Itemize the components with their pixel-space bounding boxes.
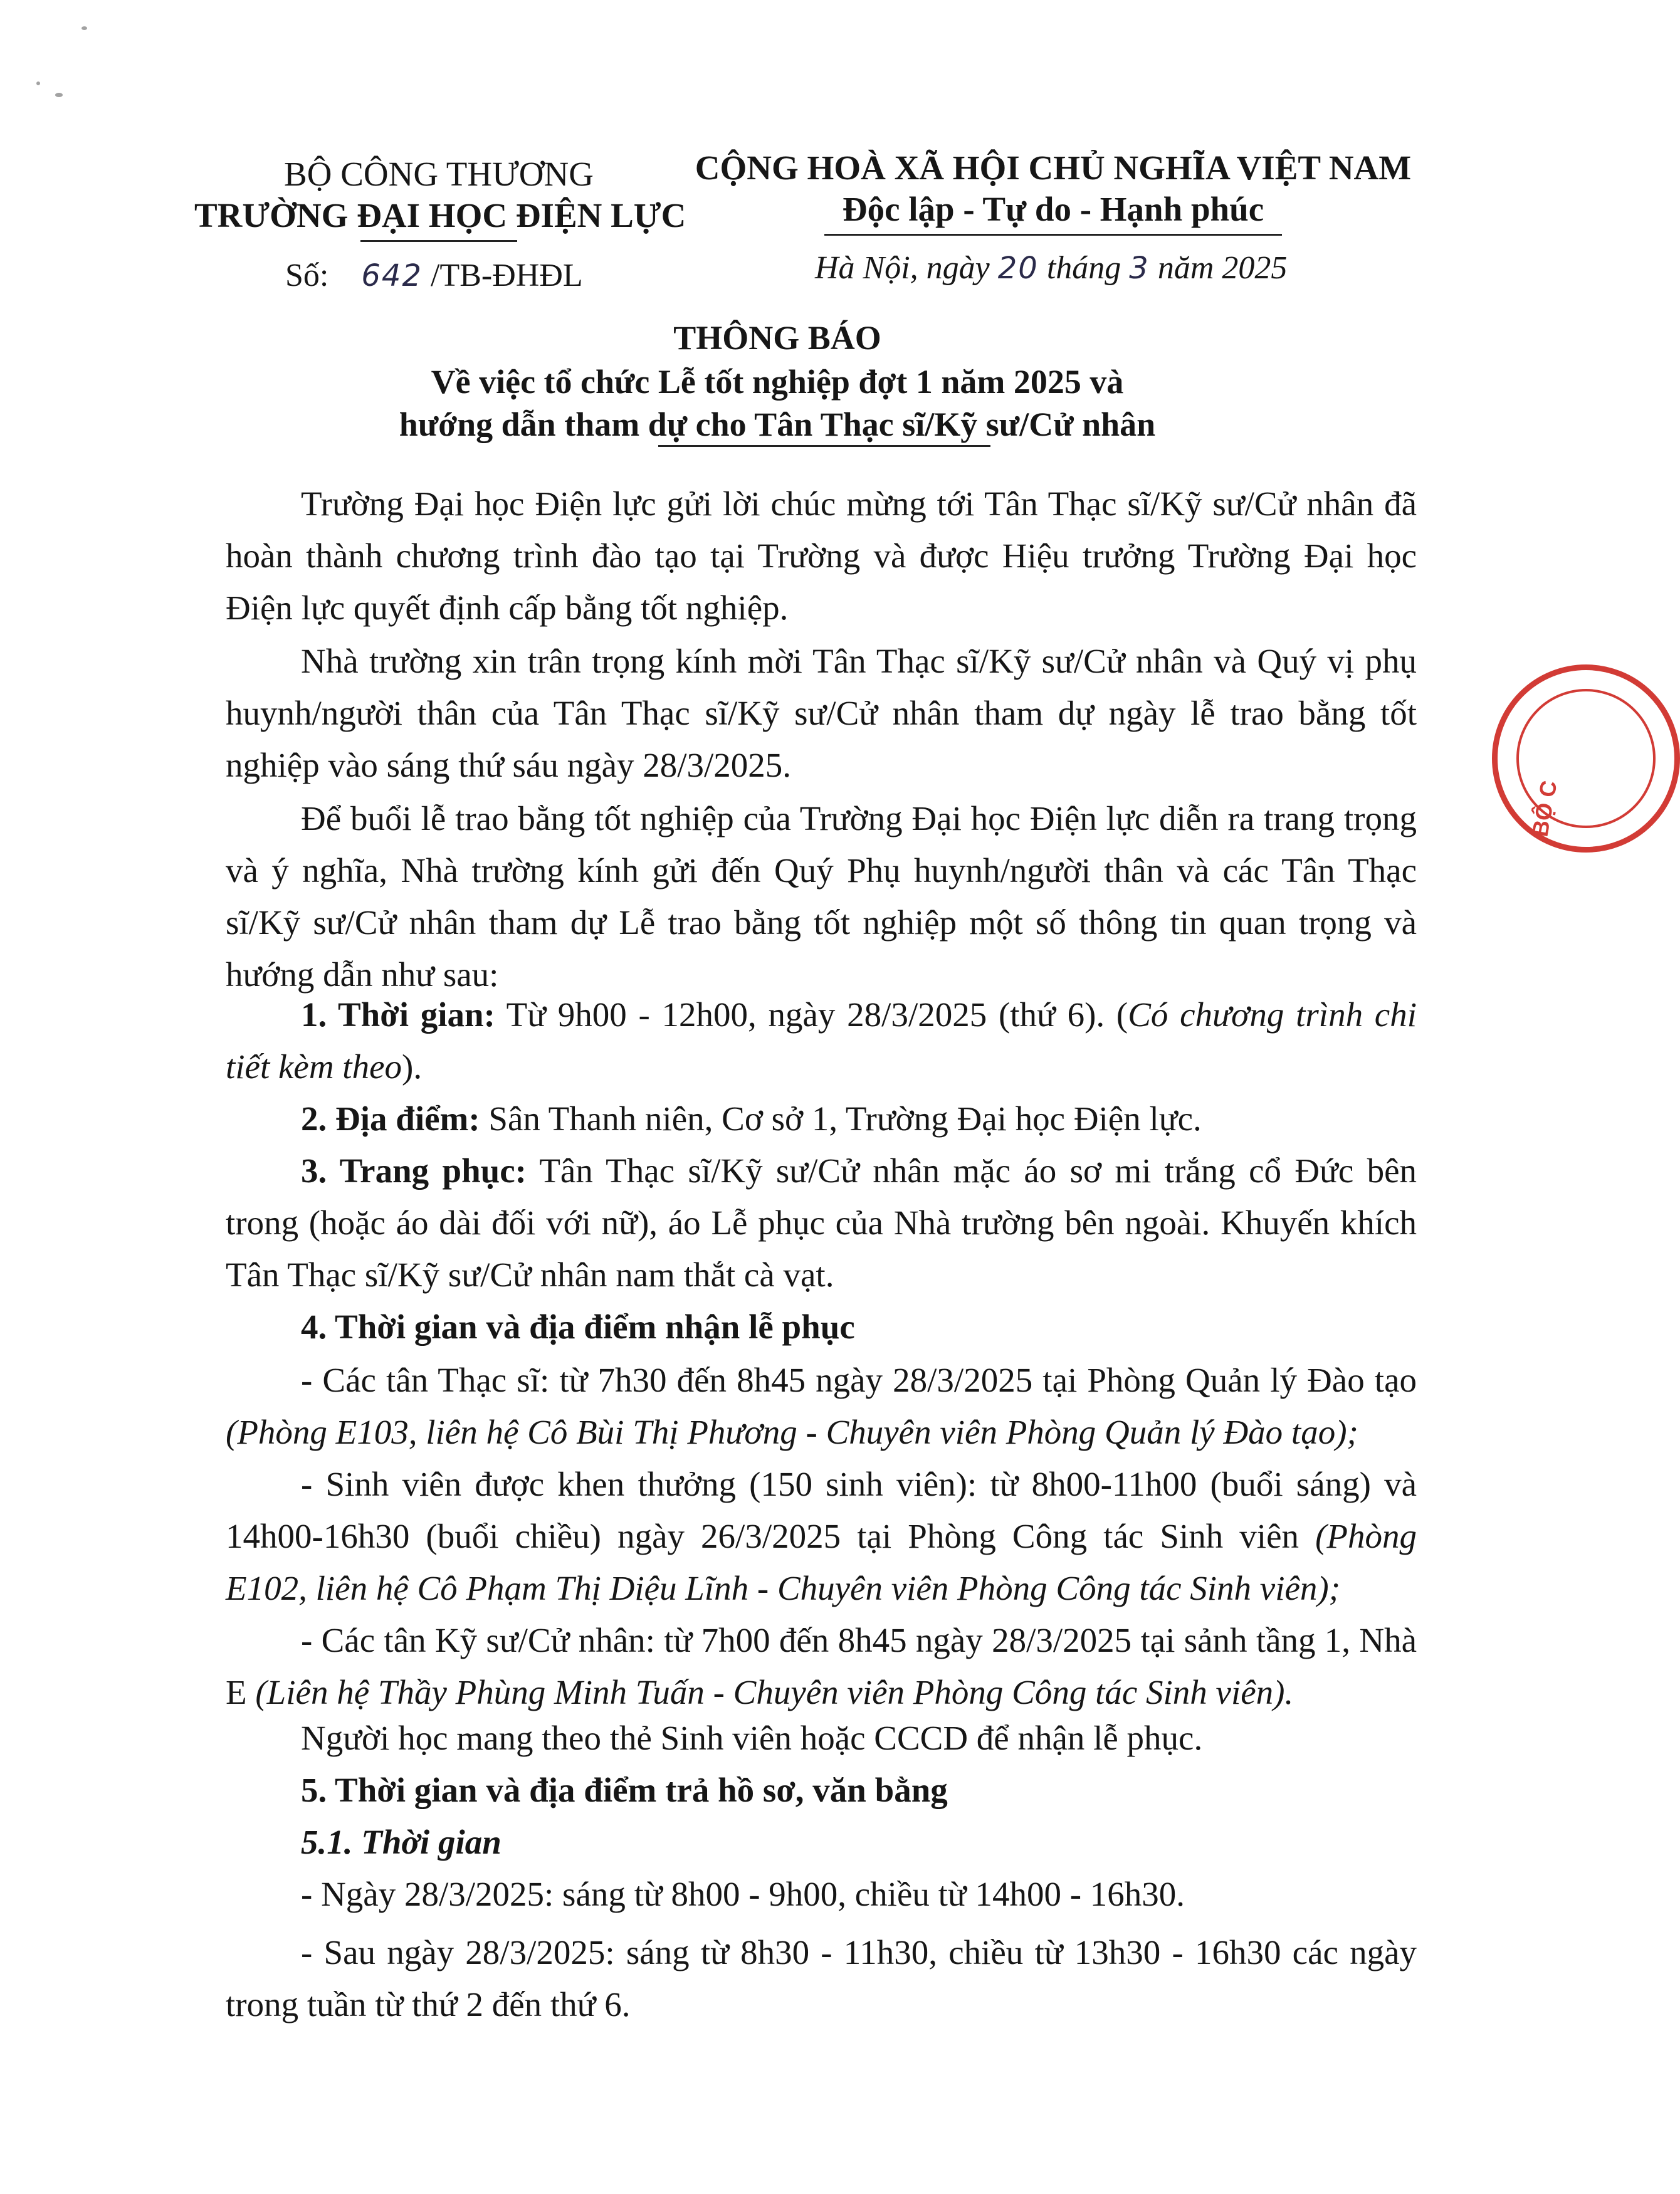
section-time-end: ). (402, 1047, 423, 1086)
header-left (194, 154, 686, 242)
date-mid: tháng (1046, 250, 1121, 286)
gown-masters (226, 1354, 1417, 1458)
header-right (690, 147, 1417, 236)
date-day: 20 (997, 251, 1039, 286)
gown-masters-contact: (Phòng E103, liên hệ Cô Bùi Thị Phương - Chuyên viên Phòng Quản lý Đào tạo); (226, 1413, 1358, 1451)
ministry-name: BỘ CÔNG THƯƠNG (284, 155, 594, 193)
country-name: CỘNG HOÀ XÃ HỘI CHỦ NGHĨA VIỆT NAM (695, 149, 1412, 187)
motto-underline (824, 234, 1282, 236)
section-attire (226, 1145, 1417, 1301)
documents-time-day: - Ngày 28/3/2025: sáng từ 8h00 - 9h00, chiều từ 14h00 - 16h30. (301, 1875, 1185, 1913)
section-documents-time-heading: 5.1. Thời gian (301, 1823, 501, 1861)
number-suffix: /TB-ĐHĐL (431, 258, 583, 293)
gown-awarded-contact: (Phòng E102, liên hệ Cô Phạm Thị Diệu Lĩnh - Chuyên viên Phòng Công tác Sinh viên); (226, 1517, 1417, 1607)
section-time-text: Từ 9h00 - 12h00, ngày 28/3/2025 (thứ 6). ( (495, 995, 1128, 1034)
scan-speck (36, 81, 40, 85)
date-month: 3 (1129, 251, 1150, 286)
notice-subject-line2: hướng dẫn tham dự cho Tân Thạc sĩ/Kỹ sư/Cử nhân (399, 406, 1156, 443)
subject-underline (658, 445, 990, 447)
university-underline (360, 240, 517, 242)
section-attire-text: Tân Thạc sĩ/Kỹ sư/Cử nhân mặc áo sơ mi trắng cổ Đức bên trong (hoặc áo dài đối với nữ), áo Lễ phục của Nhà trường bên ngoài. Khuyến khích Tân Thạc sĩ/Kỹ sư/Cử nhân nam thắt cà vạt. (226, 1152, 1417, 1294)
section-location (226, 1093, 1417, 1145)
red-seal-stamp (1492, 664, 1680, 853)
gown-bachelors-contact: (Liên hệ Thầy Phùng Minh Tuấn - Chuyên viên Phòng Công tác Sinh viên). (255, 1673, 1294, 1711)
section-time-label: 1. Thời gian: (301, 995, 495, 1034)
scan-speck (55, 93, 63, 97)
gown-masters-text: - Các tân Thạc sĩ: từ 7h30 đến 8h45 ngày 28/3/2025 tại Phòng Quản lý Đào tạo (301, 1361, 1417, 1399)
section-location-text: Sân Thanh niên, Cơ sở 1, Trường Đại học Điện lực. (480, 1100, 1202, 1138)
section-gown-heading: 4. Thời gian và địa điểm nhận lễ phục (301, 1308, 855, 1346)
gown-note: Người học mang theo thẻ Sinh viên hoặc CCCD để nhận lễ phục. (301, 1719, 1203, 1757)
paragraph-purpose: Để buổi lễ trao bằng tốt nghiệp của Trường Đại học Điện lực diễn ra trang trọng và ý nghĩa, Nhà trường kính gửi đến Quý Phụ huynh/người thân và các Tân Thạc sĩ/Kỹ sư/Cử nhân tham dự Lễ trao bằng tốt nghiệp một số thông tin quan trọng và hướng dẫn như sau: (226, 799, 1417, 994)
number-label: Số: (285, 258, 329, 293)
gown-bachelors-text: - Các tân Kỹ sư/Cử nhân: từ 7h00 đến 8h45 ngày 28/3/2025 tại sảnh tầng 1, Nhà E (226, 1621, 1417, 1711)
scan-speck (81, 26, 87, 30)
documents-time-after: - Sau ngày 28/3/2025: sáng từ 8h30 - 11h30, chiều từ 13h30 - 16h30 các ngày trong tuần từ thứ 2 đến thứ 6. (226, 1933, 1417, 2023)
paragraph-greeting: Trường Đại học Điện lực gửi lời chúc mừng tới Tân Thạc sĩ/Kỹ sư/Cử nhân đã hoàn thành chương trình đào tạo tại Trường và được Hiệu trưởng Trường Đại học Điện lực quyết định cấp bằng tốt nghiệp. (226, 485, 1417, 627)
date-prefix: Hà Nội, ngày (815, 250, 990, 286)
document-date (815, 249, 1287, 286)
notice-heading: THÔNG BÁO (673, 319, 881, 357)
national-motto: Độc lập - Tự do - Hạnh phúc (842, 190, 1264, 228)
gown-awarded-text: - Sinh viên được khen thưởng (150 sinh viên): từ 8h00-11h00 (buổi sáng) và 14h00-16h30 (buổi chiều) ngày 26/3/2025 tại Phòng Công tác Sinh viên (226, 1465, 1417, 1555)
section-attire-label: 3. Trang phục: (301, 1152, 527, 1190)
date-suffix: năm 2025 (1157, 250, 1288, 286)
document-number (285, 257, 583, 294)
number-handwritten: 642 (361, 258, 423, 293)
section-location-label: 2. Địa điểm: (301, 1100, 480, 1138)
seal-text: BỘ C (1526, 779, 1562, 839)
university-name: TRƯỜNG ĐẠI HỌC ĐIỆN LỰC (194, 196, 686, 234)
section-documents-heading: 5. Thời gian và địa điểm trả hồ sơ, văn bằng (301, 1771, 948, 1809)
notice-subject-line1: Về việc tổ chức Lễ tốt nghiệp đợt 1 năm 2025 và (431, 363, 1124, 401)
gown-bachelors (226, 1614, 1417, 1718)
paragraph-invitation: Nhà trường xin trân trọng kính mời Tân Thạc sĩ/Kỹ sư/Cử nhân và Quý vị phụ huynh/người thân của Tân Thạc sĩ/Kỹ sư/Cử nhân tham dự ngày lễ trao bằng tốt nghiệp vào sáng thứ sáu ngày 28/3/2025. (226, 642, 1417, 784)
section-time (226, 989, 1417, 1093)
section-time-note: Có chương trình chi tiết kèm theo (226, 995, 1417, 1086)
gown-awarded-students (226, 1458, 1417, 1614)
